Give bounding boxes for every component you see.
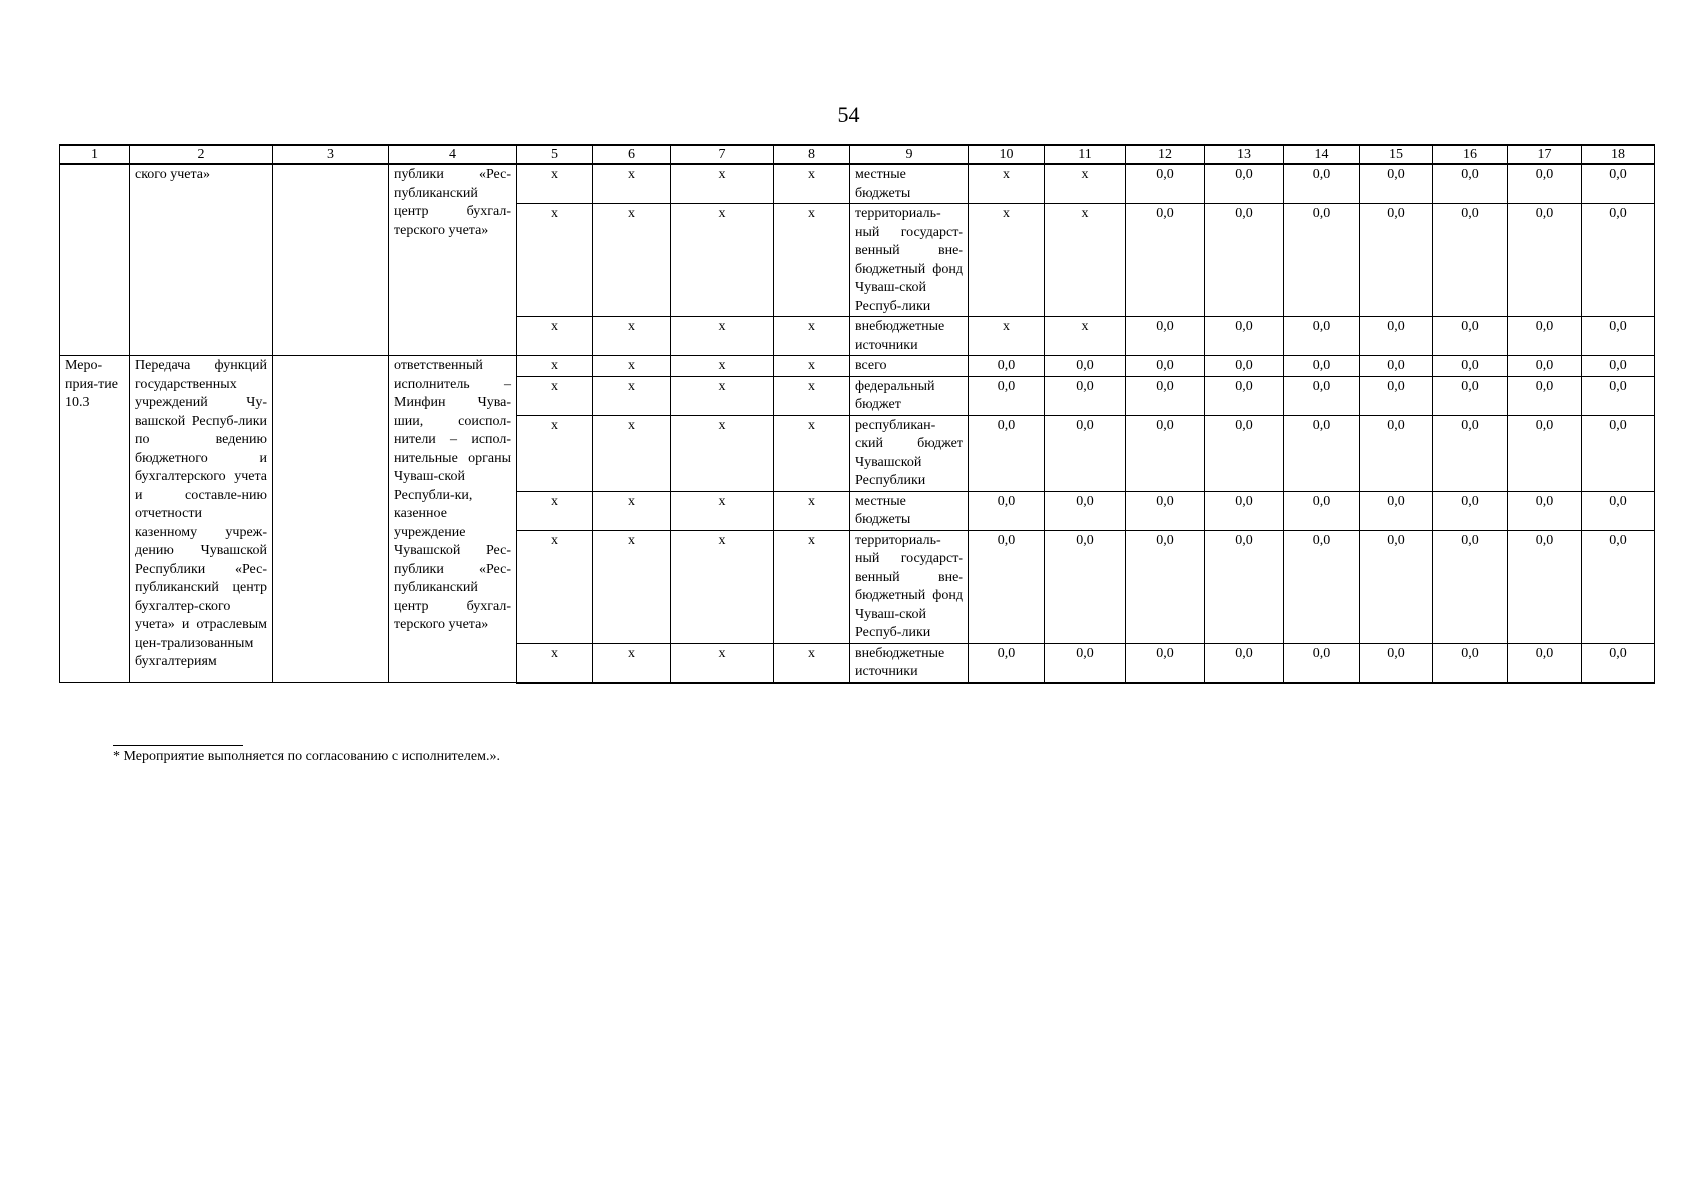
value-cell: 0,0 [1045, 356, 1126, 377]
code-cell: х [774, 356, 850, 377]
footnote: * Мероприятие выполняется по согласованию с исполнителем.». [113, 749, 500, 764]
header-cell: 11 [1045, 145, 1126, 164]
value-cell: 0,0 [1433, 530, 1508, 643]
header-cell: 8 [774, 145, 850, 164]
value-cell: 0,0 [1205, 376, 1284, 415]
header-cell: 5 [517, 145, 593, 164]
value-cell: 0,0 [1582, 415, 1655, 491]
value-cell: 0,0 [1126, 317, 1205, 356]
value-cell: 0,0 [1284, 491, 1360, 530]
value-cell: 0,0 [1045, 491, 1126, 530]
code-cell: х [517, 204, 593, 317]
value-cell: 0,0 [1284, 530, 1360, 643]
measure-name-cell: Передача функций государственных учреждений Чу-вашской Респуб-лики по ведению бюджетного и бухгалтерского учета и составле-нию отчетности казенному учреж-дению Чувашской Республики «Рес-публиканский центр бухгалтер-ского учета» и отраслевым цен-трализованным бухгалтериям [130, 356, 273, 683]
value-cell: х [1045, 204, 1126, 317]
value-cell: 0,0 [969, 356, 1045, 377]
table-row [60, 356, 1655, 377]
code-cell: х [517, 643, 593, 683]
header-cell: 16 [1433, 145, 1508, 164]
code-cell: х [517, 376, 593, 415]
value-cell: 0,0 [1205, 317, 1284, 356]
budget-table [59, 144, 1655, 684]
header-cell: 13 [1205, 145, 1284, 164]
measure-number-cell [60, 164, 130, 356]
value-cell: 0,0 [1508, 164, 1582, 204]
value-cell: 0,0 [1508, 376, 1582, 415]
value-cell: 0,0 [1126, 491, 1205, 530]
code-cell: х [593, 376, 671, 415]
code-cell: х [517, 317, 593, 356]
header-cell: 6 [593, 145, 671, 164]
value-cell: х [969, 164, 1045, 204]
header-cell: 10 [969, 145, 1045, 164]
value-cell: 0,0 [1205, 643, 1284, 683]
value-cell: 0,0 [1360, 356, 1433, 377]
code-cell: х [593, 164, 671, 204]
value-cell: 0,0 [969, 530, 1045, 643]
value-cell: 0,0 [1433, 356, 1508, 377]
header-cell: 12 [1126, 145, 1205, 164]
funding-source-cell: федеральный бюджет [850, 376, 969, 415]
value-cell: 0,0 [1126, 376, 1205, 415]
value-cell: 0,0 [1284, 317, 1360, 356]
header-cell: 14 [1284, 145, 1360, 164]
value-cell: 0,0 [1045, 530, 1126, 643]
value-cell: 0,0 [1582, 376, 1655, 415]
value-cell: 0,0 [1582, 164, 1655, 204]
header-cell: 17 [1508, 145, 1582, 164]
value-cell: 0,0 [1284, 164, 1360, 204]
value-cell: 0,0 [1582, 530, 1655, 643]
value-cell: 0,0 [1360, 491, 1433, 530]
code-cell: х [774, 643, 850, 683]
value-cell: 0,0 [1582, 643, 1655, 683]
code-cell: х [517, 164, 593, 204]
value-cell: 0,0 [1508, 204, 1582, 317]
value-cell: х [1045, 164, 1126, 204]
value-cell: 0,0 [1360, 376, 1433, 415]
value-cell: 0,0 [1360, 415, 1433, 491]
value-cell: 0,0 [969, 415, 1045, 491]
header-cell: 9 [850, 145, 969, 164]
value-cell: 0,0 [1508, 415, 1582, 491]
value-cell: 0,0 [1126, 164, 1205, 204]
funding-source-cell: внебюджетные источники [850, 643, 969, 683]
value-cell: 0,0 [1284, 376, 1360, 415]
value-cell: 0,0 [1045, 415, 1126, 491]
measure-name-cell: ского учета» [130, 164, 273, 356]
executor-cell: ответственный исполнитель – Минфин Чува-шии, соиспол-нители – испол-нительные органы Чуваш-ской Республи-ки, казенное учреждение Чувашской Рес-публики «Рес-публиканский центр бухгал-терского учета» [389, 356, 517, 683]
header-cell: 1 [60, 145, 130, 164]
value-cell: 0,0 [969, 643, 1045, 683]
code-cell: х [774, 317, 850, 356]
code-cell: х [774, 204, 850, 317]
code-cell: х [671, 376, 774, 415]
table-row [60, 164, 1655, 204]
funding-source-cell: республикан-ский бюджет Чувашской Республики [850, 415, 969, 491]
value-cell: 0,0 [1205, 356, 1284, 377]
funding-source-cell: территориаль-ный государст-венный вне-бюджетный фонд Чуваш-ской Респуб-лики [850, 530, 969, 643]
value-cell: 0,0 [1284, 356, 1360, 377]
value-cell: 0,0 [1205, 530, 1284, 643]
code-cell: х [593, 643, 671, 683]
value-cell: 0,0 [969, 491, 1045, 530]
executor-cell: публики «Рес-публиканский центр бухгал-терского учета» [389, 164, 517, 356]
value-cell: 0,0 [1126, 530, 1205, 643]
code-cell: х [671, 530, 774, 643]
funding-source-cell: внебюджетные источники [850, 317, 969, 356]
funding-source-cell: всего [850, 356, 969, 377]
value-cell: 0,0 [1508, 643, 1582, 683]
header-cell: 18 [1582, 145, 1655, 164]
code-cell: х [517, 530, 593, 643]
value-cell: 0,0 [1582, 317, 1655, 356]
value-cell: 0,0 [1205, 164, 1284, 204]
value-cell: 0,0 [1126, 643, 1205, 683]
code-cell: х [593, 317, 671, 356]
code-cell: х [671, 164, 774, 204]
value-cell: 0,0 [1582, 491, 1655, 530]
header-row [60, 145, 1655, 164]
value-cell: 0,0 [1508, 356, 1582, 377]
code-cell: х [593, 356, 671, 377]
code-cell: х [517, 491, 593, 530]
code-cell: х [517, 356, 593, 377]
value-cell: 0,0 [1045, 376, 1126, 415]
code-cell: х [774, 164, 850, 204]
code-cell: х [593, 415, 671, 491]
value-cell: 0,0 [1284, 415, 1360, 491]
value-cell: 0,0 [1284, 204, 1360, 317]
header-cell: 4 [389, 145, 517, 164]
value-cell: 0,0 [1126, 204, 1205, 317]
code-cell: х [593, 204, 671, 317]
funding-source-cell: территориаль-ный государст-венный вне-бюджетный фонд Чуваш-ской Респуб-лики [850, 204, 969, 317]
table-body [60, 164, 1655, 683]
code-cell: х [774, 376, 850, 415]
funding-source-cell: местные бюджеты [850, 164, 969, 204]
value-cell: 0,0 [1433, 317, 1508, 356]
value-cell: 0,0 [1284, 643, 1360, 683]
value-cell: 0,0 [1126, 356, 1205, 377]
value-cell: 0,0 [1433, 204, 1508, 317]
value-cell: х [1045, 317, 1126, 356]
value-cell: 0,0 [1360, 530, 1433, 643]
value-cell: 0,0 [1508, 491, 1582, 530]
value-cell: 0,0 [969, 376, 1045, 415]
value-cell: х [969, 317, 1045, 356]
value-cell: 0,0 [1508, 530, 1582, 643]
code-cell: х [774, 415, 850, 491]
code-cell: х [593, 491, 671, 530]
code-cell: х [671, 204, 774, 317]
value-cell: 0,0 [1360, 204, 1433, 317]
value-cell: 0,0 [1582, 356, 1655, 377]
value-cell: 0,0 [1433, 164, 1508, 204]
value-cell: 0,0 [1433, 643, 1508, 683]
target-cell [273, 164, 389, 356]
header-cell: 15 [1360, 145, 1433, 164]
value-cell: 0,0 [1360, 164, 1433, 204]
code-cell: х [671, 317, 774, 356]
value-cell: 0,0 [1205, 204, 1284, 317]
code-cell: х [774, 491, 850, 530]
value-cell: 0,0 [1360, 643, 1433, 683]
code-cell: х [671, 356, 774, 377]
value-cell: 0,0 [1126, 415, 1205, 491]
value-cell: 0,0 [1205, 491, 1284, 530]
footnote-divider [113, 745, 243, 746]
code-cell: х [517, 415, 593, 491]
header-cell: 3 [273, 145, 389, 164]
value-cell: 0,0 [1582, 204, 1655, 317]
value-cell: 0,0 [1433, 415, 1508, 491]
header-cell: 7 [671, 145, 774, 164]
value-cell: 0,0 [1433, 491, 1508, 530]
code-cell: х [671, 415, 774, 491]
code-cell: х [774, 530, 850, 643]
header-cell: 2 [130, 145, 273, 164]
code-cell: х [671, 643, 774, 683]
value-cell: 0,0 [1045, 643, 1126, 683]
code-cell: х [593, 530, 671, 643]
page-number: 54 [837, 102, 860, 127]
value-cell: 0,0 [1508, 317, 1582, 356]
value-cell: х [969, 204, 1045, 317]
value-cell: 0,0 [1205, 415, 1284, 491]
code-cell: х [671, 491, 774, 530]
value-cell: 0,0 [1360, 317, 1433, 356]
value-cell: 0,0 [1433, 376, 1508, 415]
measure-number-cell: Меро-прия-тие 10.3 [60, 356, 130, 683]
funding-source-cell: местные бюджеты [850, 491, 969, 530]
target-cell [273, 356, 389, 683]
